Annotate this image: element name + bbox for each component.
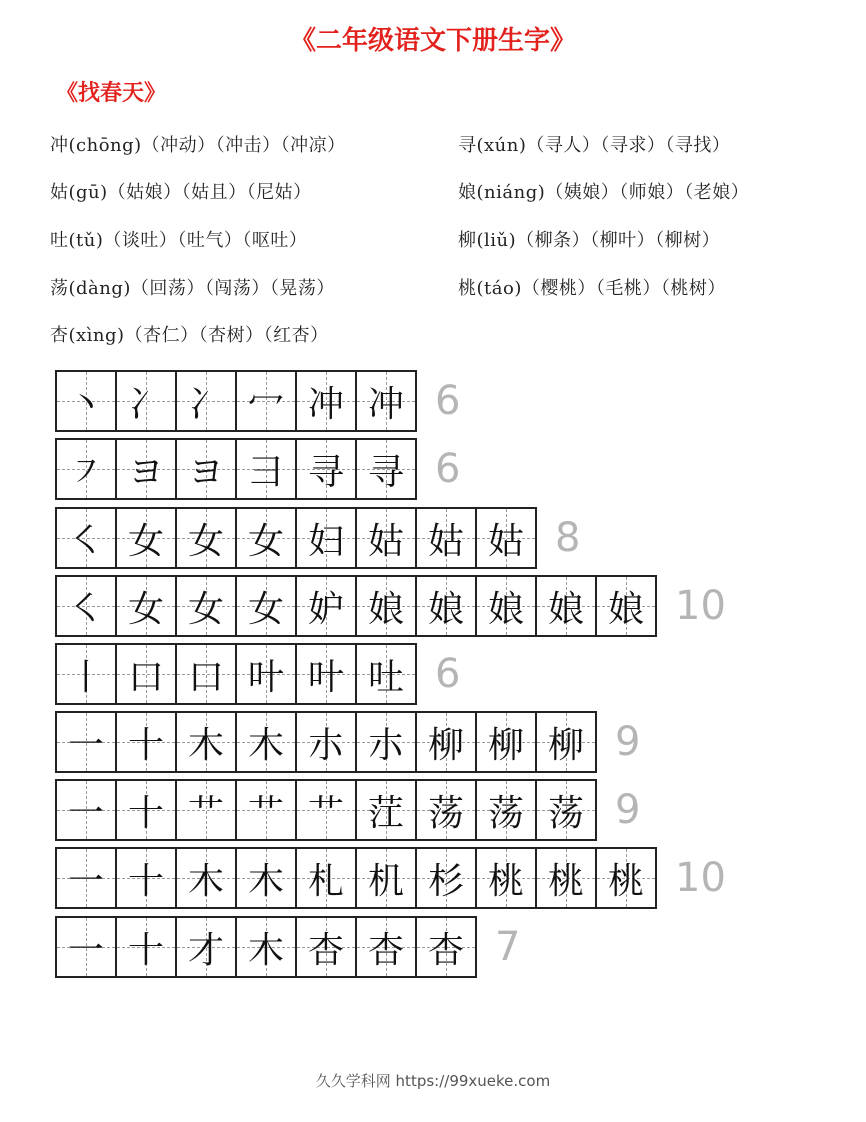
footer-watermark: 久久学科网 https://99xueke.com bbox=[315, 1072, 551, 1090]
stroke-char: 柳 bbox=[547, 724, 584, 766]
stroke-char: 冖 bbox=[247, 383, 284, 425]
stroke-char: ㇛ bbox=[67, 588, 104, 630]
vocab-line: 姑(gū)（姑娘）（姑且）（尼姑） bbox=[50, 182, 312, 203]
stroke-char: 冲 bbox=[307, 383, 344, 425]
stroke-char: 桃 bbox=[547, 860, 584, 902]
grid-cell bbox=[55, 847, 117, 909]
grid-cell bbox=[175, 779, 237, 841]
grid-cell bbox=[175, 711, 237, 773]
grid-cell bbox=[235, 438, 297, 500]
grid-cell bbox=[415, 779, 477, 841]
grid-cell bbox=[295, 643, 357, 705]
stroke-char: 女 bbox=[247, 520, 284, 562]
grid-cell bbox=[355, 711, 417, 773]
stroke-char: 木 bbox=[187, 860, 224, 902]
vocab-line: 桃(táo)（樱桃）（毛桃）（桃树） bbox=[458, 278, 726, 299]
grid-cell bbox=[115, 370, 177, 432]
stroke-char: 艹 bbox=[187, 792, 224, 834]
stroke-char: 女 bbox=[187, 520, 224, 562]
stroke-char: 娘 bbox=[427, 588, 464, 630]
grid-cell bbox=[235, 711, 297, 773]
stroke-char: 木 bbox=[247, 860, 284, 902]
grid-cell bbox=[115, 438, 177, 500]
grid-cell bbox=[475, 711, 537, 773]
grid-cell bbox=[415, 507, 477, 569]
grid-cell bbox=[295, 779, 357, 841]
stroke-char: 女 bbox=[127, 520, 164, 562]
stroke-char: 杏 bbox=[427, 929, 464, 971]
stroke-char: ヨ bbox=[127, 451, 164, 493]
stroke-char: 寻 bbox=[367, 451, 404, 493]
grid-cell bbox=[475, 575, 537, 637]
vocab-line: 柳(liǔ)（柳条）（柳叶）（柳树） bbox=[458, 230, 721, 251]
grid-cell bbox=[595, 847, 657, 909]
stroke-char: 娘 bbox=[607, 588, 644, 630]
grid-cell bbox=[595, 575, 657, 637]
stroke-char: 札 bbox=[307, 860, 344, 902]
stroke-char: 柳 bbox=[487, 724, 524, 766]
stroke-char: 女 bbox=[127, 588, 164, 630]
stroke-count: 9 bbox=[615, 719, 641, 765]
stroke-char: 一 bbox=[67, 929, 104, 971]
grid-cell bbox=[355, 847, 417, 909]
grid-cell bbox=[355, 438, 417, 500]
stroke-char: 才 bbox=[187, 929, 224, 971]
stroke-count: 8 bbox=[555, 515, 581, 561]
grid-cell bbox=[115, 643, 177, 705]
grid-cell bbox=[235, 916, 297, 978]
stroke-char: 荡 bbox=[427, 792, 464, 834]
stroke-char: 桃 bbox=[607, 860, 644, 902]
stroke-char: 朩 bbox=[307, 724, 344, 766]
vocab-line: 寻(xún)（寻人）（寻求）（寻找） bbox=[458, 135, 731, 156]
grid-cell bbox=[235, 643, 297, 705]
stroke-row bbox=[55, 643, 460, 705]
grid-cell bbox=[55, 779, 117, 841]
grid-cell bbox=[295, 847, 357, 909]
grid-cell bbox=[295, 507, 357, 569]
stroke-char: 木 bbox=[187, 724, 224, 766]
grid-cell bbox=[355, 575, 417, 637]
grid-cell bbox=[535, 711, 597, 773]
stroke-char: 妇 bbox=[307, 520, 344, 562]
stroke-char: 柳 bbox=[427, 724, 464, 766]
stroke-char: 朩 bbox=[367, 724, 404, 766]
grid-cell bbox=[535, 847, 597, 909]
document-title: 《二年级语文下册生字》 bbox=[289, 26, 576, 56]
grid-cell bbox=[415, 711, 477, 773]
stroke-row bbox=[55, 507, 580, 569]
stroke-char: 十 bbox=[127, 792, 164, 834]
grid-cell bbox=[175, 643, 237, 705]
grid-cell bbox=[55, 575, 117, 637]
stroke-char: 寻 bbox=[307, 451, 344, 493]
stroke-row bbox=[55, 779, 640, 841]
stroke-char: 十 bbox=[127, 724, 164, 766]
stroke-char: 口 bbox=[127, 656, 164, 698]
grid-cell bbox=[235, 507, 297, 569]
grid-cell bbox=[175, 438, 237, 500]
stroke-char: 荡 bbox=[547, 792, 584, 834]
grid-cell bbox=[475, 779, 537, 841]
stroke-count: 10 bbox=[675, 855, 726, 901]
stroke-char: 艹 bbox=[307, 792, 344, 834]
stroke-char: 姑 bbox=[427, 520, 464, 562]
stroke-char: 丨 bbox=[67, 656, 104, 698]
grid-cell bbox=[55, 507, 117, 569]
grid-cell bbox=[235, 575, 297, 637]
grid-cell bbox=[235, 847, 297, 909]
grid-cell bbox=[55, 438, 117, 500]
grid-cell bbox=[175, 847, 237, 909]
stroke-char: 姑 bbox=[487, 520, 524, 562]
stroke-char: 冫 bbox=[127, 383, 164, 425]
grid-cell bbox=[355, 916, 417, 978]
stroke-count: 6 bbox=[435, 651, 461, 697]
vocab-line: 杏(xìng)（杏仁）（杏树）（红杏） bbox=[50, 325, 329, 346]
stroke-row bbox=[55, 370, 460, 432]
stroke-char: 木 bbox=[247, 724, 284, 766]
stroke-char: 吐 bbox=[367, 656, 404, 698]
grid-cell bbox=[235, 779, 297, 841]
grid-cell bbox=[295, 438, 357, 500]
section-title: 《找春天》 bbox=[56, 81, 167, 106]
grid-cell bbox=[475, 847, 537, 909]
stroke-char: 桃 bbox=[487, 860, 524, 902]
stroke-char: 娘 bbox=[547, 588, 584, 630]
stroke-count: 6 bbox=[435, 378, 461, 424]
stroke-char: 冫 bbox=[187, 383, 224, 425]
grid-cell bbox=[115, 779, 177, 841]
grid-cell bbox=[175, 370, 237, 432]
stroke-count: 6 bbox=[435, 446, 461, 492]
stroke-char: 十 bbox=[127, 860, 164, 902]
stroke-char: 叶 bbox=[247, 656, 284, 698]
stroke-row bbox=[55, 847, 726, 909]
grid-cell bbox=[295, 916, 357, 978]
grid-cell bbox=[115, 575, 177, 637]
grid-cell bbox=[475, 507, 537, 569]
stroke-char: 口 bbox=[187, 656, 224, 698]
grid-cell bbox=[415, 916, 477, 978]
stroke-char: 娘 bbox=[367, 588, 404, 630]
stroke-char: 一 bbox=[67, 724, 104, 766]
grid-cell bbox=[115, 711, 177, 773]
grid-cell bbox=[535, 779, 597, 841]
stroke-char: 杏 bbox=[367, 929, 404, 971]
stroke-count: 10 bbox=[675, 583, 726, 629]
stroke-row bbox=[55, 711, 640, 773]
stroke-char: 一 bbox=[67, 860, 104, 902]
grid-cell bbox=[355, 643, 417, 705]
stroke-char: 荡 bbox=[487, 792, 524, 834]
grid-cell bbox=[175, 916, 237, 978]
stroke-char: 艹 bbox=[247, 792, 284, 834]
grid-cell bbox=[355, 507, 417, 569]
stroke-char: ヨ bbox=[187, 451, 224, 493]
grid-cell bbox=[355, 779, 417, 841]
stroke-char: 茳 bbox=[367, 792, 404, 834]
grid-cell bbox=[55, 370, 117, 432]
grid-cell bbox=[115, 507, 177, 569]
grid-cell bbox=[235, 370, 297, 432]
grid-cell bbox=[415, 575, 477, 637]
grid-cell bbox=[415, 847, 477, 909]
vocab-line: 吐(tǔ)（谈吐）（吐气）（呕吐） bbox=[50, 230, 308, 251]
stroke-char: 叶 bbox=[307, 656, 344, 698]
grid-cell bbox=[295, 370, 357, 432]
stroke-char: 姑 bbox=[367, 520, 404, 562]
stroke-char: ㇛ bbox=[67, 520, 104, 562]
stroke-char: 一 bbox=[67, 792, 104, 834]
grid-cell bbox=[115, 847, 177, 909]
stroke-char: 杉 bbox=[427, 860, 464, 902]
vocab-line: 冲(chōng)（冲动）（冲击）（冲凉） bbox=[50, 135, 346, 156]
grid-cell bbox=[55, 916, 117, 978]
stroke-char: 木 bbox=[247, 929, 284, 971]
stroke-char: ㇇ bbox=[67, 451, 104, 493]
stroke-char: ⺕ bbox=[247, 451, 284, 493]
stroke-char: 机 bbox=[367, 860, 404, 902]
stroke-char: 杏 bbox=[307, 929, 344, 971]
stroke-row bbox=[55, 916, 520, 978]
grid-cell bbox=[55, 643, 117, 705]
stroke-row bbox=[55, 438, 460, 500]
stroke-count: 7 bbox=[495, 924, 521, 970]
grid-cell bbox=[295, 711, 357, 773]
vocab-line: 荡(dàng)（回荡）（闯荡）（晃荡） bbox=[50, 278, 335, 299]
grid-cell bbox=[295, 575, 357, 637]
stroke-char: 妒 bbox=[307, 588, 344, 630]
grid-cell bbox=[175, 575, 237, 637]
grid-cell bbox=[55, 711, 117, 773]
grid-cell bbox=[175, 507, 237, 569]
stroke-char: 十 bbox=[127, 929, 164, 971]
stroke-char: 女 bbox=[187, 588, 224, 630]
stroke-char: 娘 bbox=[487, 588, 524, 630]
stroke-char: 丶 bbox=[67, 383, 104, 425]
stroke-char: 女 bbox=[247, 588, 284, 630]
stroke-char: 冲 bbox=[367, 383, 404, 425]
grid-cell bbox=[535, 575, 597, 637]
stroke-count: 9 bbox=[615, 787, 641, 833]
grid-cell bbox=[115, 916, 177, 978]
vocab-line: 娘(niáng)（姨娘）（师娘）（老娘） bbox=[458, 182, 750, 203]
grid-cell bbox=[355, 370, 417, 432]
stroke-row bbox=[55, 575, 726, 637]
